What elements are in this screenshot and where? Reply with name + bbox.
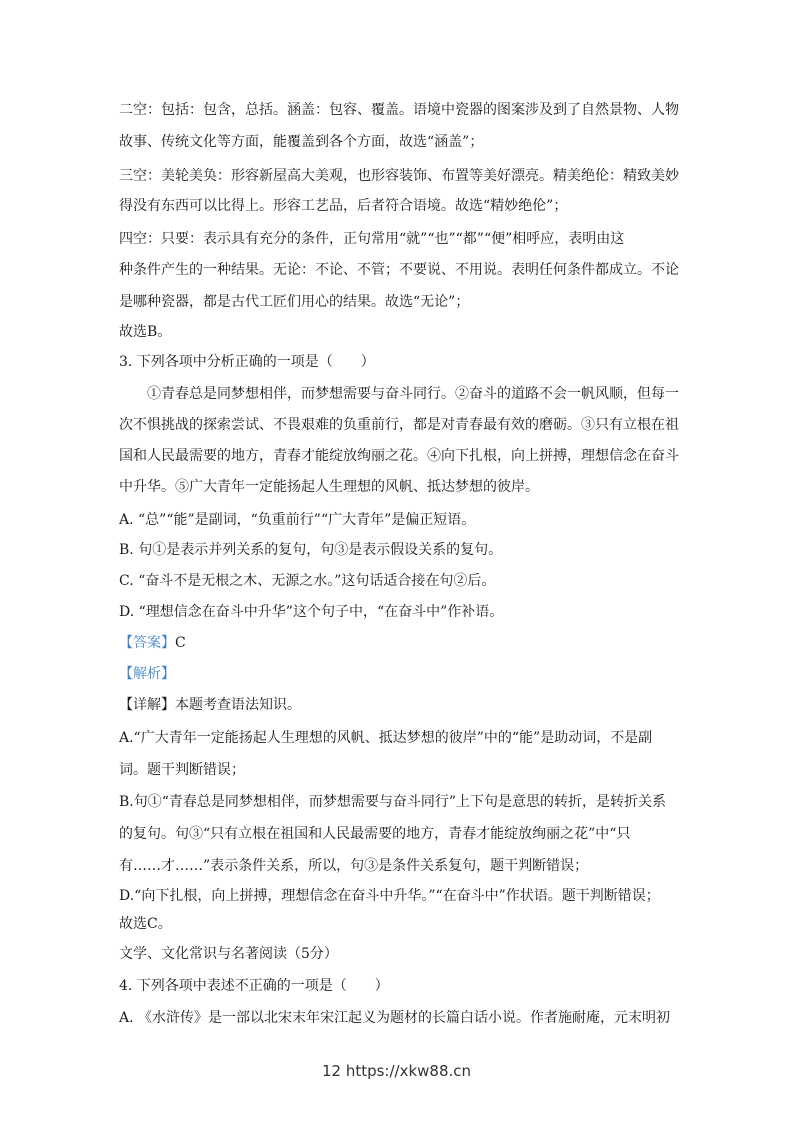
- footer-url: https://xkw88.cn: [345, 1062, 472, 1080]
- text-line: 三空：美轮美奂：形容新屋高大美观，也形容装饰、布置等美好漂亮。精美绝伦：精致美妙: [119, 168, 679, 184]
- text-line: A.“广大青年一定能扬起人生理想的风帆、抵达梦想的彼岸”中的“能”是助动词，不是副: [119, 730, 653, 746]
- text-line: 四空：只要：表示具有充分的条件，正句常用“就”“也”“都”“便”相呼应，表明由这: [119, 231, 625, 247]
- passage-line: 国和人民最需要的地方，青春才能绽放绚丽之花。④向下扎根，向上拼搏，理想信念在奋斗: [119, 448, 679, 464]
- page-footer: [0, 1062, 793, 1080]
- text-line: 词。题干判断错误；: [119, 762, 245, 778]
- option-b: B. 句①是表示并列关系的复句，句③是表示假设关系的复句。: [119, 542, 503, 558]
- text-line: D.“向下扎根，向上拼搏，理想信念在奋斗中升华。”“在奋斗中”作状语。题干判断错误；: [119, 888, 660, 904]
- text-line: 故选B。: [119, 324, 172, 340]
- answer-line: [119, 633, 679, 653]
- option-a: A. “总”“能”是副词，“负重前行”“广大青年”是偏正短语。: [119, 512, 476, 528]
- page-number: 12: [321, 1062, 342, 1080]
- option-d: D. “理想信念在奋斗中升华”这个句子中，“在奋斗中”作补语。: [119, 604, 504, 620]
- section-heading: 文学、文化常识与名著阅读（5分）: [119, 946, 338, 962]
- answer-value: C: [175, 635, 186, 651]
- text-line: 有……才……”表示条件关系，所以，句③是条件关系复句，题干判断错误；: [119, 858, 589, 874]
- question-4-stem: 4. 下列各项中表述不正确的一项是（ ）: [119, 978, 389, 994]
- question-3-stem: 3. 下列各项中分析正确的一项是（ ）: [119, 354, 375, 370]
- text-line: 二空：包括：包含，总括。涵盖：包容、覆盖。语境中瓷器的图案涉及到了自然景物、人物: [119, 102, 679, 118]
- text-line: A. 《水浒传》是一部以北宋末年宋江起义为题材的长篇白话小说。作者施耐庵，元末明初: [119, 1010, 671, 1026]
- text-line: 是哪种瓷器，都是古代工匠们用心的结果。故选“无论”；: [119, 294, 470, 310]
- passage-line: ①青春总是同梦想相伴，而梦想需要与奋斗同行。②奋斗的道路不会一帆风顺，但每一: [147, 386, 679, 402]
- detail-heading: 【详解】本题考查语法知识。: [119, 697, 301, 713]
- text-line: 故选C。: [119, 916, 172, 932]
- text-line: 故事、传统文化等方面，能覆盖到各个方面，故选“涵盖”；: [119, 134, 484, 150]
- passage-line: 次不惧挑战的探索尝试、不畏艰难的负重前行，都是对青春最有效的磨砺。③只有立根在祖: [119, 417, 679, 433]
- answer-label: 【答案】: [119, 635, 175, 651]
- text-line: 种条件产生的一种结果。无论：不论、不管；不要说、不用说。表明任何条件都成立。不论: [119, 262, 679, 278]
- text-line: B.句①“青春总是同梦想相伴，而梦想需要与奋斗同行”上下句是意思的转折，是转折关系: [119, 794, 667, 810]
- option-c: C. “奋斗不是无根之木、无源之水。”这句话适合接在句②后。: [119, 573, 496, 589]
- text-line: 的复句。句③“只有立根在祖国和人民最需要的地方，青春才能绽放绚丽之花”中“只: [119, 826, 631, 842]
- text-line: 得没有东西可以比得上。形容工艺品，后者符合语境。故选“精妙绝伦”；: [119, 198, 568, 214]
- analysis-label: 【解析】: [119, 666, 175, 682]
- passage-line: 中升华。⑤广大青年一定能扬起人生理想的风帆、抵达梦想的彼岸。: [119, 479, 539, 495]
